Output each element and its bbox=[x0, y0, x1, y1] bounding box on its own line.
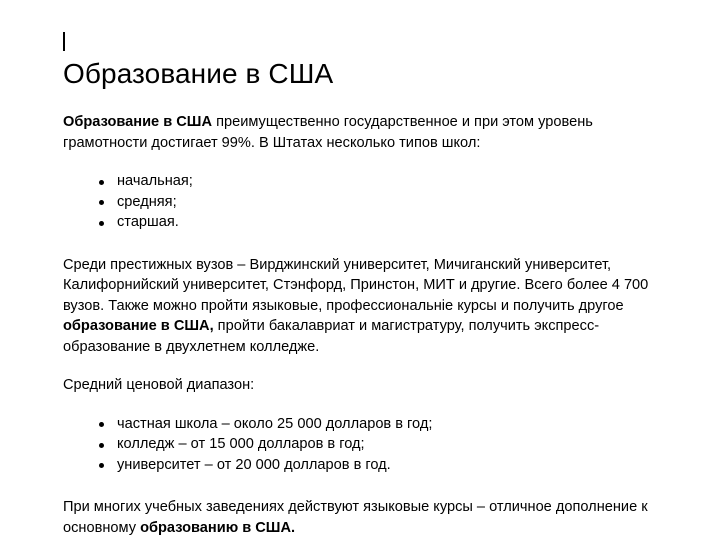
paragraph-intro-text: преимущественно государственное и при этом уровень грамотности достигает 99%. В Штатах несколько типов школ: bbox=[63, 114, 593, 151]
list-item bbox=[63, 171, 663, 192]
bullet-dot-icon bbox=[99, 422, 104, 427]
list-item-label: частная школа – около 25 000 долларов в год; bbox=[117, 415, 433, 432]
document-body bbox=[63, 58, 663, 538]
list-item bbox=[63, 414, 663, 435]
paragraph-intro bbox=[63, 112, 663, 153]
list-item-label: университет – от 20 000 долларов в год. bbox=[117, 456, 391, 473]
paragraph-language-courses bbox=[63, 497, 663, 538]
list-item-label: старшая. bbox=[117, 214, 179, 230]
bullet-dot-icon bbox=[99, 443, 104, 448]
list-item bbox=[63, 212, 663, 233]
page-title: Образование в США bbox=[63, 58, 334, 89]
list-item-label: средняя; bbox=[117, 193, 177, 210]
list-item bbox=[63, 455, 663, 476]
list-item bbox=[63, 192, 663, 213]
paragraph-universities-part-1: Среди престижных вузов – Вирджинский университет, Мичиганский университет, Калифорнийский университет, Стэнфорд, Принстон, МИТ и другие. Всего более 4 700 вузов. Также можно пройти языковые, профессиональніе курсы и получить другое bbox=[63, 256, 649, 314]
school-types-list bbox=[63, 171, 663, 233]
paragraph-intro-bold-lead: Образование в США bbox=[63, 114, 213, 130]
paragraph-language-courses-bold: образованию в США. bbox=[140, 519, 296, 536]
paragraph-universities bbox=[63, 255, 663, 358]
paragraph-universities-part-2: пройти бакалавриат и магистратуру, получить экспресс-образование в двухлетнем колледже. bbox=[63, 318, 600, 355]
price-range-list bbox=[63, 414, 663, 476]
list-item bbox=[63, 434, 663, 455]
bullet-dot-icon bbox=[99, 463, 104, 468]
list-item-label: начальная; bbox=[117, 173, 193, 189]
paragraph-language-courses-part-1: При многих учебных заведениях действуют языковые курсы – отличное дополнение к основному bbox=[63, 499, 648, 536]
bullet-dot-icon bbox=[99, 200, 104, 205]
paragraph-universities-bold: образование в США, bbox=[63, 318, 214, 334]
paragraph-price-range-heading: Средний ценовой диапазон: bbox=[63, 377, 255, 393]
list-item-label: колледж – от 15 000 долларов в год; bbox=[117, 436, 365, 452]
bullet-dot-icon bbox=[99, 180, 104, 185]
text-caret bbox=[63, 32, 65, 51]
bullet-dot-icon bbox=[99, 221, 104, 226]
